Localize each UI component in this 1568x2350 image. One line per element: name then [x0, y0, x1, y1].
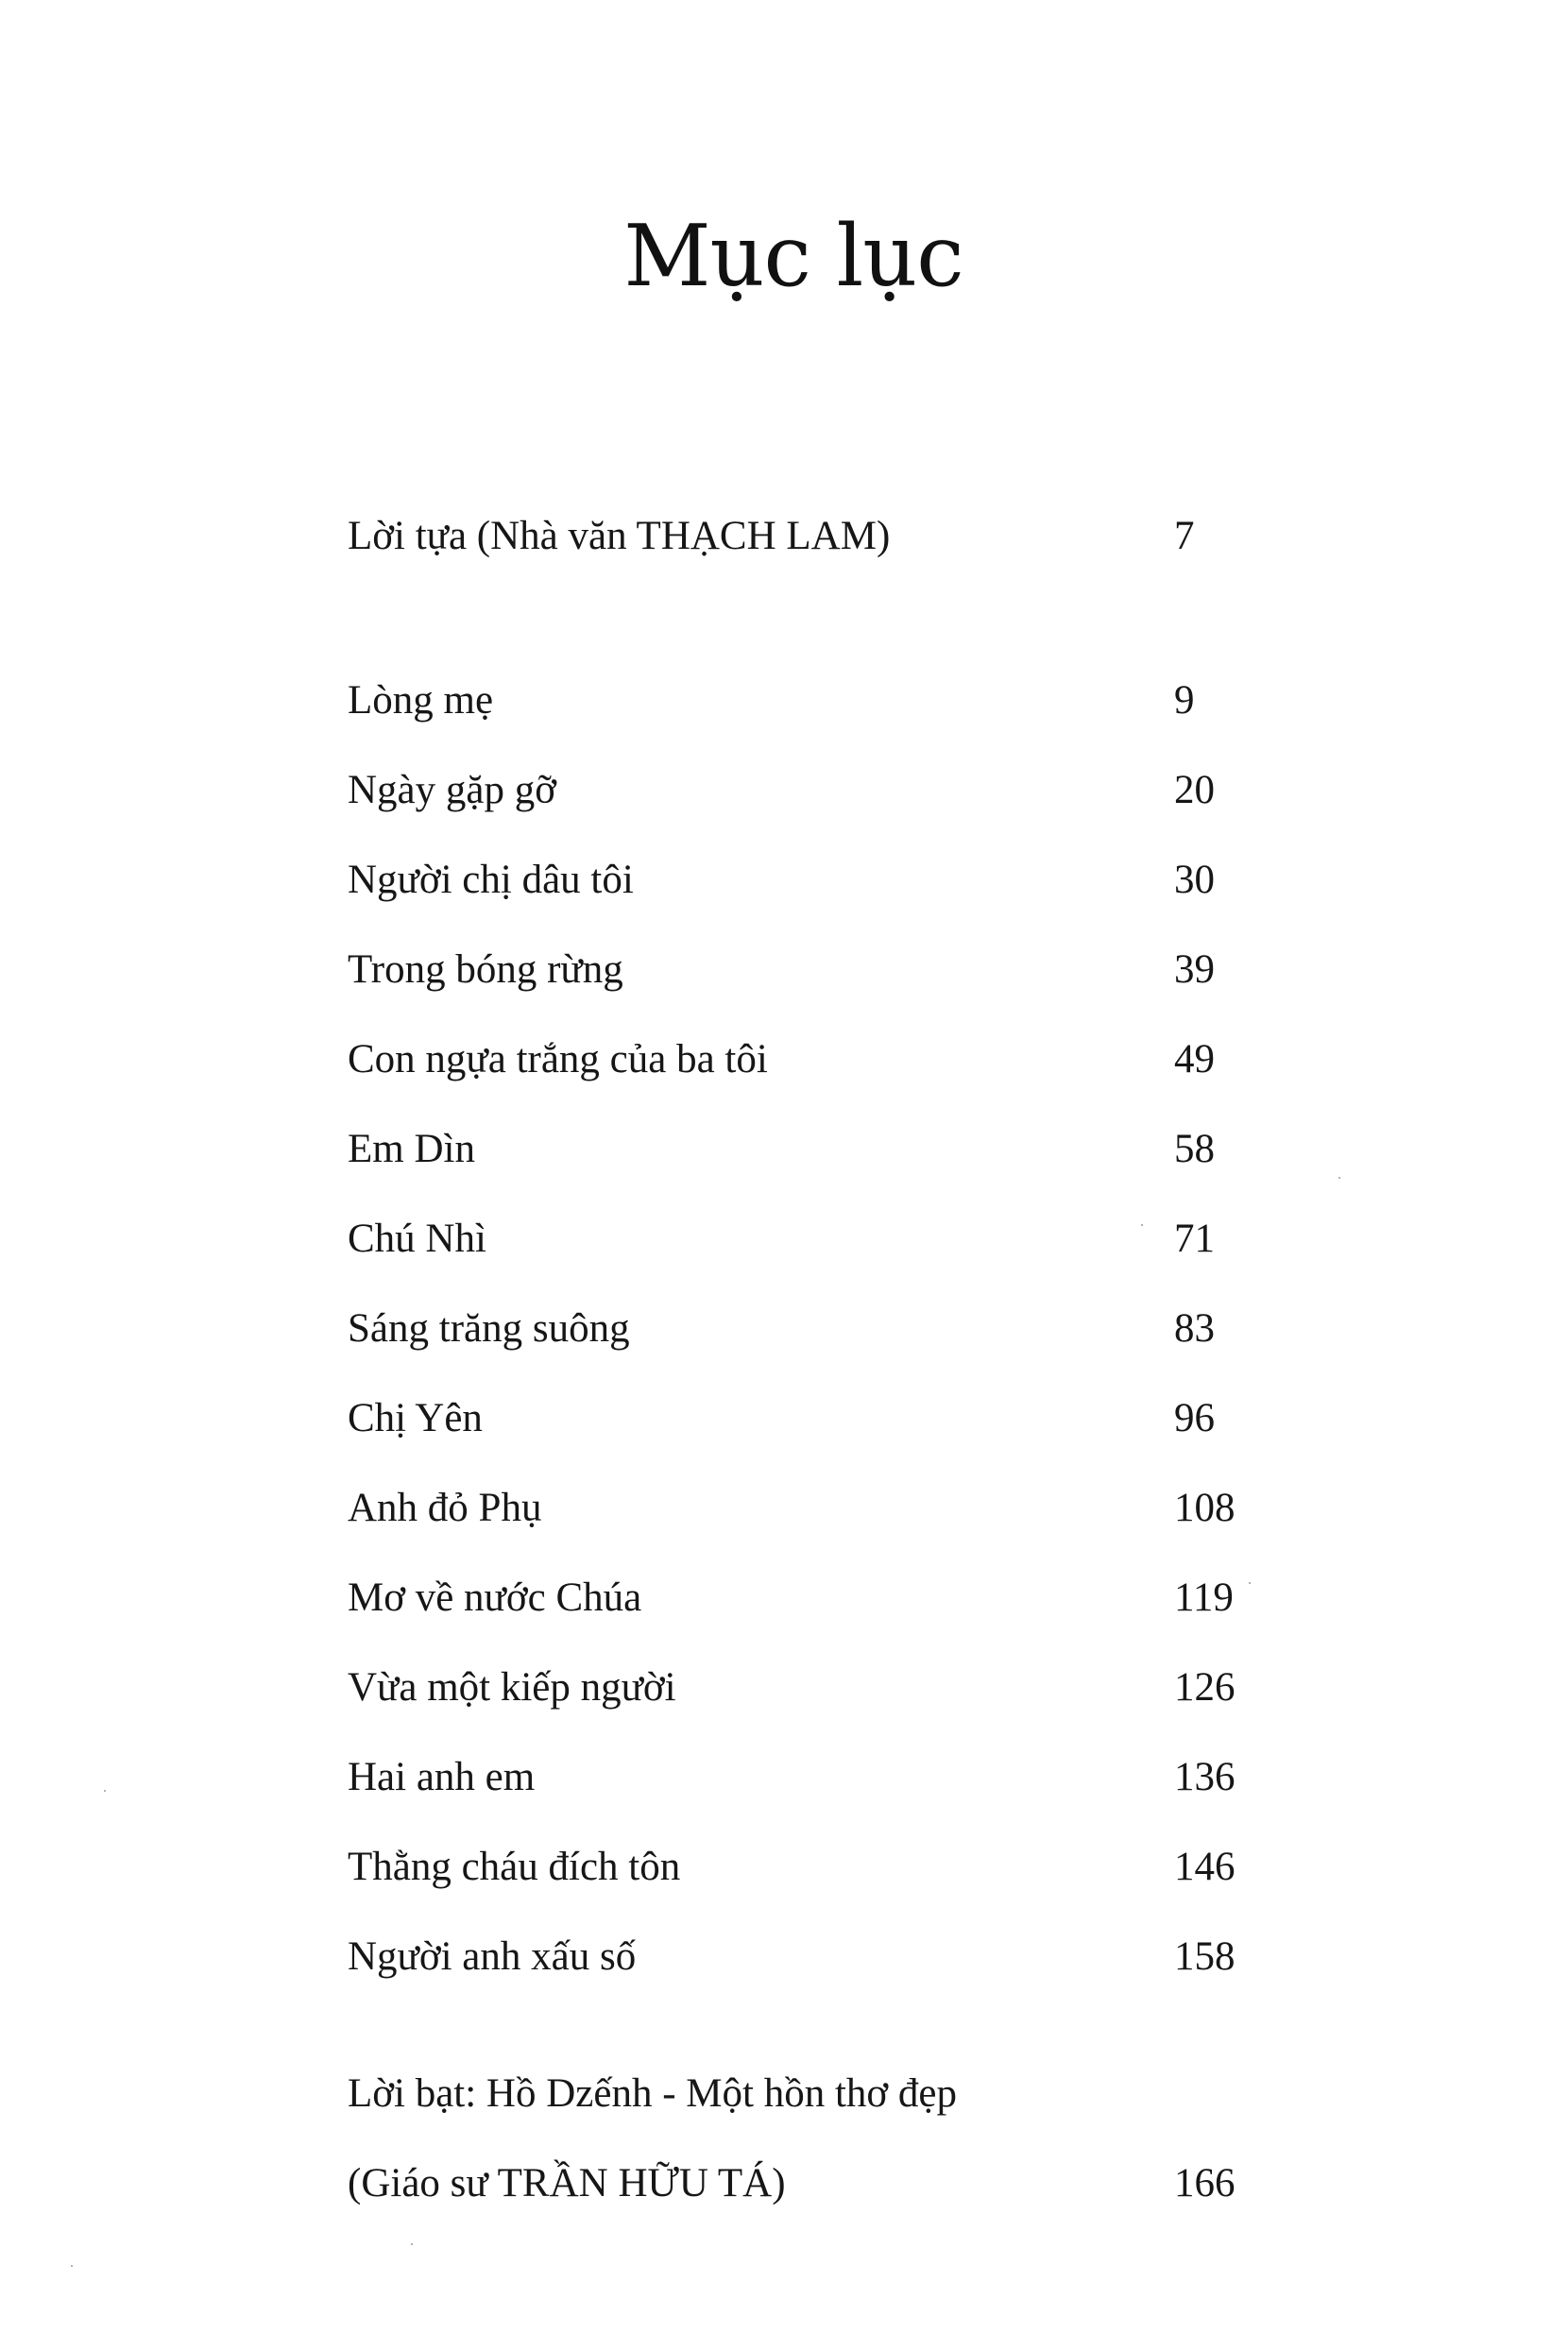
toc-entry-label: Con ngựa trắng của ba tôi	[348, 1037, 768, 1081]
scan-speck	[104, 1790, 106, 1792]
toc-entry-page: 30	[1174, 858, 1215, 902]
toc-entry-page: 96	[1174, 1396, 1215, 1440]
toc-entry-page: 146	[1174, 1845, 1236, 1889]
scan-speck	[411, 2243, 413, 2245]
toc-entry	[0, 762, 1568, 819]
toc-entry-label: Vừa một kiếp người	[348, 1665, 676, 1710]
toc-entry	[0, 1660, 1568, 1716]
toc-entry-label: Lời tựa (Nhà văn THẠCH LAM)	[348, 514, 891, 558]
page-title: Mục lục	[623, 207, 963, 306]
toc-entry-label: Lời bạt: Hồ Dzếnh - Một hồn thơ đẹp	[348, 2071, 957, 2116]
scan-speck	[71, 2265, 73, 2267]
toc-entry	[0, 1749, 1568, 1806]
toc-entry-label: Chị Yên	[348, 1396, 483, 1440]
toc-entry	[0, 1301, 1568, 1357]
toc-entry-label: Người chị dâu tôi	[348, 858, 634, 902]
toc-entry-afterword-author	[0, 2155, 1568, 2212]
toc-entry-label: Hai anh em	[348, 1755, 536, 1799]
toc-entry-page: 58	[1174, 1127, 1215, 1171]
toc-entry	[0, 1480, 1568, 1537]
toc-entry-label: Mơ về nước Chúa	[348, 1575, 642, 1620]
scan-speck	[1141, 1224, 1143, 1226]
toc-entry-page: 83	[1174, 1306, 1215, 1351]
toc-entry	[0, 1390, 1568, 1447]
toc-entry-label: Lòng mẹ	[348, 678, 494, 723]
toc-entry-page: 7	[1174, 514, 1195, 558]
toc-entry-label: (Giáo sư TRẦN HỮU TÁ)	[348, 2161, 786, 2205]
toc-entry-page: 9	[1174, 678, 1195, 723]
scan-speck	[1338, 1177, 1340, 1179]
toc-entry-page: 119	[1174, 1575, 1234, 1620]
toc-entry	[0, 1031, 1568, 1088]
toc-entry	[0, 1121, 1568, 1178]
toc-entry	[0, 1839, 1568, 1896]
toc-entry	[0, 673, 1568, 729]
toc-entry-page: 39	[1174, 947, 1215, 992]
toc-entry-label: Ngày gặp gỡ	[348, 768, 556, 812]
toc-entry-label: Thằng cháu đích tôn	[348, 1845, 681, 1889]
toc-entry-label: Sáng trăng suông	[348, 1306, 630, 1351]
toc-entry	[0, 942, 1568, 998]
scan-speck	[1249, 1582, 1251, 1584]
toc-entry-page: 136	[1174, 1755, 1236, 1799]
toc-entry-label: Người anh xấu số	[348, 1934, 637, 1979]
toc-entry-page: 49	[1174, 1037, 1215, 1081]
toc-entry-page: 158	[1174, 1934, 1236, 1979]
toc-entry-page: 71	[1174, 1217, 1215, 1261]
toc-entry-page: 126	[1174, 1665, 1236, 1710]
toc-entry-page: 20	[1174, 768, 1215, 812]
toc-entry-page: 166	[1174, 2161, 1236, 2205]
toc-entry-label: Trong bóng rừng	[348, 947, 623, 992]
toc-entry-label: Chú Nhì	[348, 1217, 486, 1261]
toc-entry	[0, 1570, 1568, 1626]
toc-entry-page: 108	[1174, 1486, 1236, 1530]
toc-entry-label: Em Dìn	[348, 1127, 475, 1171]
toc-entry	[0, 852, 1568, 909]
toc-entry-preface	[0, 508, 1568, 565]
toc-entry-afterword-title	[0, 2066, 1568, 2122]
toc-entry	[0, 1211, 1568, 1268]
toc-entry-label: Anh đỏ Phụ	[348, 1486, 542, 1530]
toc-entry	[0, 1929, 1568, 1985]
